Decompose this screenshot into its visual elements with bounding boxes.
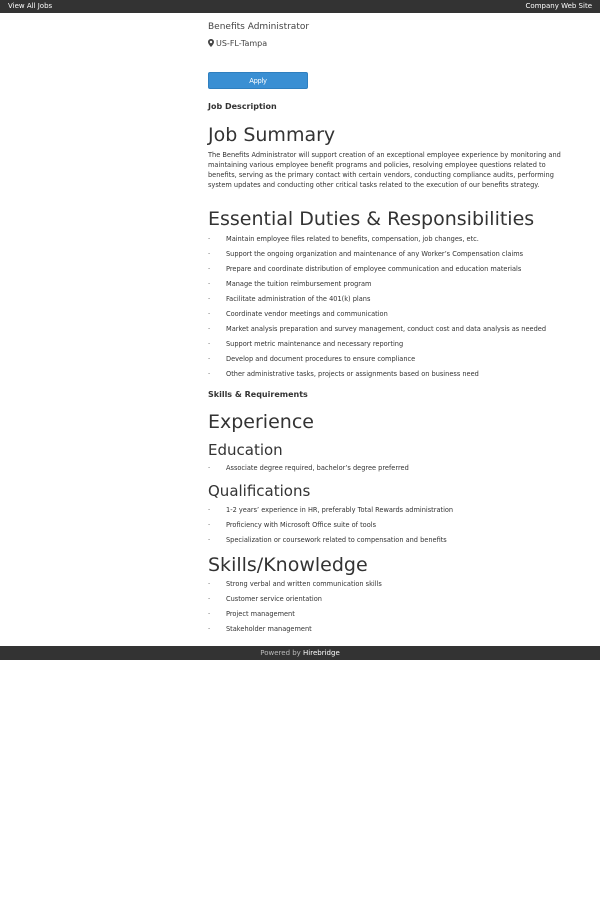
company-web-site-link[interactable]: Company Web Site xyxy=(525,2,592,10)
bullet-icon: · xyxy=(208,325,211,333)
job-summary-text: The Benefits Administrator will support creation of an exceptional employee experience by monitoring and maintaining various employee benefit programs and policies, resolving employee questions related to benefits, serving as the primary contact with certain vendors, conducting compliance audits, performing system updates and conducting other critical tasks related to the execution of our benefits strategy. xyxy=(208,151,561,189)
bullet-icon: · xyxy=(208,235,211,243)
experience-heading: Experience xyxy=(208,411,314,433)
bullet-icon: · xyxy=(208,595,211,603)
bullet-icon: · xyxy=(208,580,211,588)
duties-heading: Essential Duties & Responsibilities xyxy=(208,208,535,230)
footer-bar xyxy=(0,646,600,660)
hirebridge-link[interactable]: Hirebridge xyxy=(303,649,340,657)
bullet-icon: · xyxy=(208,521,211,529)
bullet-icon: · xyxy=(208,280,211,288)
bullet-icon: · xyxy=(208,355,211,363)
view-all-jobs-link[interactable]: View All Jobs xyxy=(8,2,53,10)
apply-button[interactable]: Apply xyxy=(208,72,308,89)
bullet-icon: · xyxy=(208,536,211,544)
bullet-icon: · xyxy=(208,464,211,472)
bullet-icon: · xyxy=(208,265,211,273)
job-location xyxy=(208,39,267,49)
bullet-icon: · xyxy=(208,310,211,318)
qualifications-heading: Qualifications xyxy=(208,482,311,500)
bullet-icon: · xyxy=(208,295,211,303)
powered-by-text: Powered by xyxy=(260,649,304,657)
bullet-icon: · xyxy=(208,370,211,378)
job-title: Benefits Administrator xyxy=(208,22,310,32)
job-location-text: US-FL-Tampa xyxy=(216,39,268,48)
map-marker-icon xyxy=(208,39,214,47)
job-description-label: Job Description xyxy=(208,102,277,111)
job-summary-heading: Job Summary xyxy=(208,124,336,146)
bullet-icon: · xyxy=(208,340,211,348)
skills-knowledge-heading: Skills/Knowledge xyxy=(208,554,368,576)
bullet-icon: · xyxy=(208,625,211,633)
bullet-icon: · xyxy=(208,250,211,258)
skills-requirements-label: Skills & Requirements xyxy=(208,390,308,399)
top-nav-bar xyxy=(0,0,600,13)
education-heading: Education xyxy=(208,441,283,459)
bullet-icon: · xyxy=(208,610,211,618)
bullet-icon: · xyxy=(208,506,211,514)
